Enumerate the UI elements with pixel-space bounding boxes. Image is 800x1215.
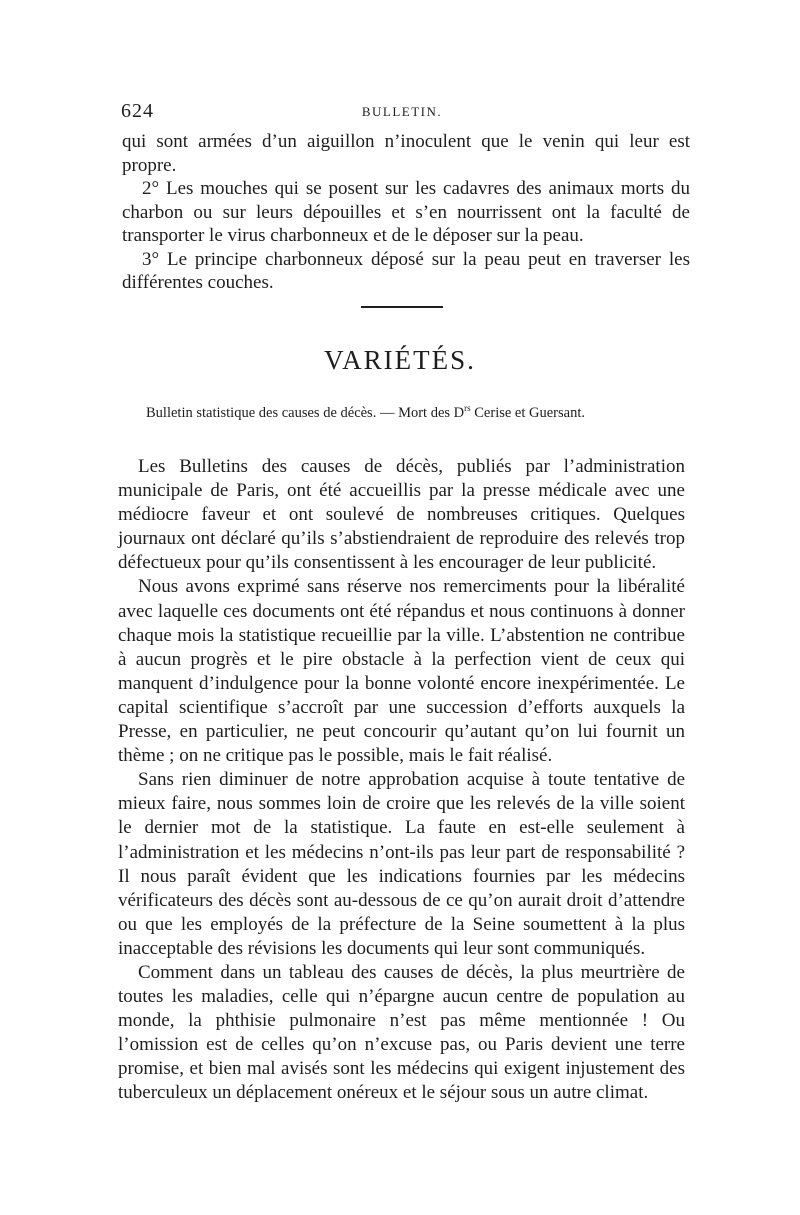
article-body bbox=[118, 455, 685, 1106]
intro-text bbox=[122, 130, 690, 295]
body-paragraph: Sans rien diminuer de notre approbation acquise à toute tentative de mieux faire, nous sommes loin de croire que les relevés de la ville soient le dernier mot de la statistique. La faute en est-elle seulement à l’administration et les médecins n’ont-ils pas leur part de responsabilité ? Il nous paraît évident que les indications fournies par les médecins vérificateurs des décès sont au-dessous de ce qu’on aurait droit d’attendre ou que les employés de la préfecture de la Seine soumettent à la plus inacceptable des révisions les documents qui leur sont communiqués. bbox=[118, 769, 685, 959]
body-paragraph: Comment dans un tableau des causes de décès, la plus meurtrière de toutes les maladies, celle qui n’épargne aucun centre de population au monde, la phthisie pulmonaire n’est pas même mentionnée ! Ou l’omission est de celles qu’on n’excuse pas, ou Paris devient une terre promise, et bien mal avisés sont les médecins qui exigent injustement des tuberculeux un déplacement onéreux et le séjour sous un autre climat. bbox=[118, 961, 685, 1104]
page-header bbox=[121, 100, 683, 124]
body-paragraph: Les Bulletins des causes de décès, publiés par l’administration municipale de Paris, ont été accueillis par la presse médicale avec une médiocre faveur et ont soulevé de nombreuses critiques. Quelques journaux ont déclaré qu’ils s’abstiendraient de reproduire des relevés trop défectueux pour qu’ils consentissent à les encourager de leur publicité. bbox=[118, 456, 685, 574]
body-paragraph: Nous avons exprimé sans réserve nos remerciments pour la libéralité avec laquelle ces documents ont été répandus et nous continuons à donner chaque mois la statistique recueillie par la ville. L’abstention ne contribue à aucun progrès et le pire obstacle à la perfection vient de ceux qui manquent d’indulgence pour la bonne volonté encore inexpérimentée. Le capital scientifique s’accroît par une succession d’efforts auxquels la Presse, en particulier, ne peut concourir qu’autant qu’on lui fournit un thème ; on ne critique pas le possible, mais le fait réalisé. bbox=[118, 576, 685, 767]
section-subtitle bbox=[146, 398, 686, 423]
intro-paragraph: 3° Le principe charbonneux déposé sur la peau peut en traverser les différentes couches. bbox=[122, 248, 690, 293]
section-divider bbox=[361, 306, 443, 308]
intro-paragraph: 2° Les mouches qui se posent sur les cadavres des animaux morts du charbon ou sur leurs dépouilles et s’en nourrissent ont la faculté de transporter le virus charbonneux et de le déposer sur la peau. bbox=[122, 178, 690, 246]
section-title: VARIÉTÉS. bbox=[324, 345, 476, 375]
intro-paragraph: qui sont armées d’un aiguillon n’inoculent que le venin qui leur est propre. bbox=[122, 131, 690, 176]
page-number: 624 bbox=[121, 100, 154, 122]
subtitle-text: Bulletin statistique des causes de décès. — Mort des D bbox=[146, 404, 465, 421]
subtitle-text-end: Cerise et Guersant. bbox=[470, 404, 585, 421]
running-head: BULLETIN. bbox=[361, 104, 443, 119]
subtitle-superscript: rs bbox=[464, 403, 471, 413]
